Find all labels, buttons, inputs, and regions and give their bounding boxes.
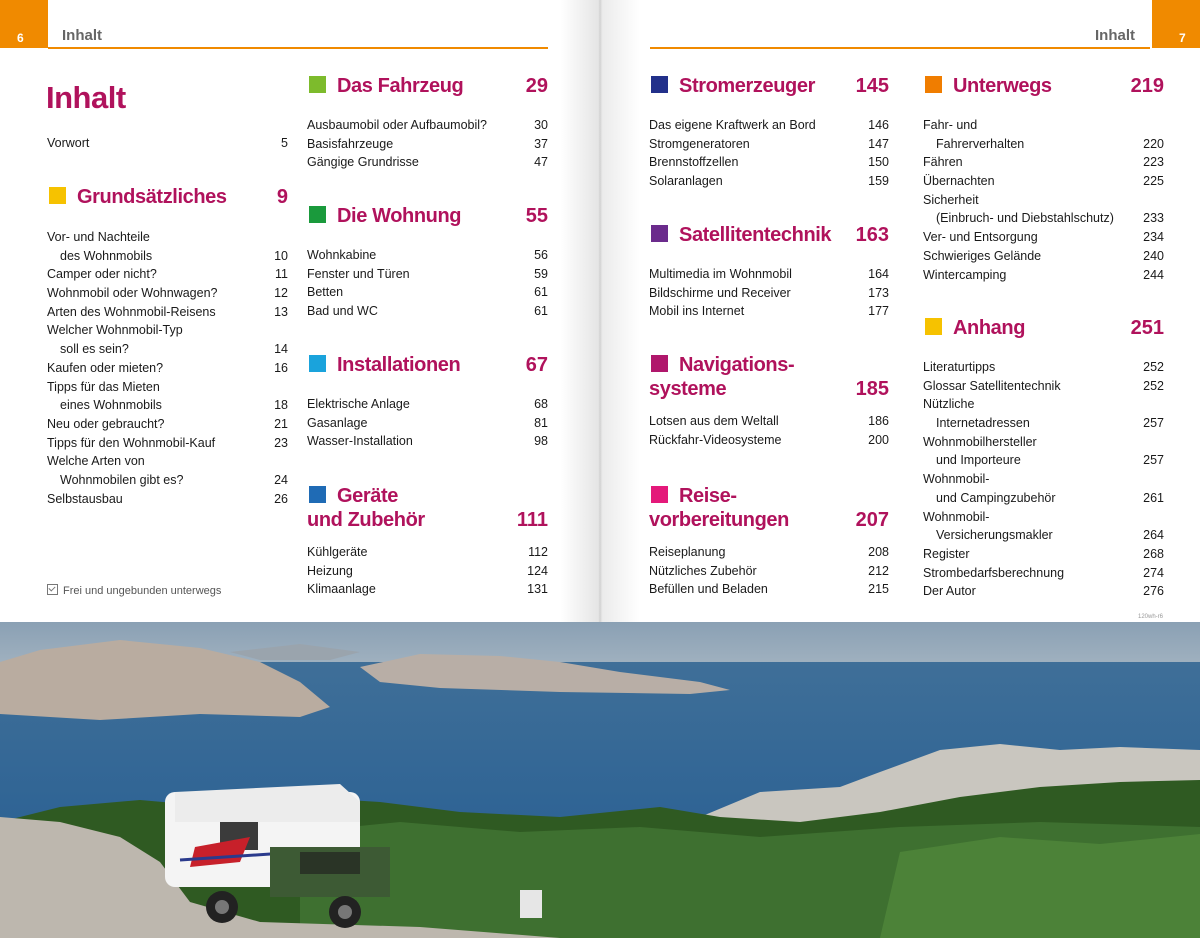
toc-entry-page: 37 bbox=[534, 136, 548, 151]
toc-entry-page: 16 bbox=[274, 360, 288, 375]
toc-entries bbox=[923, 116, 1164, 284]
toc-entry-text: des Wohnmobils bbox=[60, 248, 153, 263]
toc-entry-text: Selbstausbau bbox=[47, 491, 123, 506]
toc-entry bbox=[307, 265, 548, 284]
toc-entries bbox=[47, 228, 288, 508]
toc-entry-text: Rückfahr-Videosysteme bbox=[649, 432, 782, 447]
toc-entry-text: Glossar Satellitentechnik bbox=[923, 378, 1061, 393]
section-title-line2: systeme bbox=[649, 378, 727, 400]
toc-entry-text: Reiseplanung bbox=[649, 545, 726, 559]
section-wohnung bbox=[307, 204, 548, 321]
section-vorwort bbox=[47, 134, 288, 153]
section-title-line1: Reise- bbox=[679, 485, 737, 507]
toc-entry-text: Betten bbox=[307, 285, 344, 300]
toc-entry bbox=[307, 432, 548, 451]
section-page-number: 145 bbox=[855, 75, 889, 97]
toc-entry bbox=[47, 471, 288, 490]
toc-entry-text: Tipps für das Mieten bbox=[47, 379, 160, 394]
toc-entry bbox=[307, 395, 548, 414]
toc-entry-text: Fahrerverhalten bbox=[936, 136, 1025, 151]
toc-entry-text: Befüllen und Beladen bbox=[649, 582, 768, 597]
section-title-line2: und Zubehör bbox=[307, 509, 425, 531]
toc-entry-page: 164 bbox=[868, 267, 889, 281]
section-page-number: 29 bbox=[525, 75, 548, 97]
toc-entry-page: 11 bbox=[275, 267, 288, 282]
green-square-marker bbox=[309, 76, 326, 93]
toc-entry-text: Register bbox=[923, 546, 970, 561]
toc-entry-text: Das eigene Kraftwerk an Bord bbox=[649, 118, 816, 132]
header-rule-right bbox=[650, 47, 1150, 49]
toc-entry bbox=[47, 396, 288, 415]
toc-entry-page: 208 bbox=[868, 545, 889, 559]
toc-entries bbox=[649, 543, 889, 599]
section-title: Installationen bbox=[337, 354, 461, 376]
toc-entry-text: eines Wohnmobils bbox=[60, 398, 162, 413]
toc-entry bbox=[649, 543, 889, 562]
toc-entry bbox=[923, 470, 1164, 489]
toc-entry bbox=[923, 582, 1164, 601]
toc-entries bbox=[649, 265, 889, 321]
toc-entry-text: Gasanlage bbox=[307, 415, 368, 430]
toc-entry bbox=[923, 358, 1164, 377]
toc-entry-page: 112 bbox=[528, 545, 548, 559]
toc-entry bbox=[307, 414, 548, 433]
toc-entry-text: Mobil ins Internet bbox=[649, 304, 745, 319]
section-title: Die Wohnung bbox=[337, 205, 462, 227]
section-title bbox=[649, 353, 795, 401]
toc-entry bbox=[923, 526, 1164, 545]
section-heading bbox=[923, 316, 1164, 346]
toc-entry bbox=[923, 414, 1164, 433]
toc-entry-text: Vorwort bbox=[47, 136, 90, 150]
toc-entry-text: Elektrische Anlage bbox=[307, 397, 410, 411]
toc-entries bbox=[923, 358, 1164, 601]
toc-entry-text: Bad und WC bbox=[307, 304, 378, 319]
toc-entry-page: 18 bbox=[274, 398, 288, 413]
section-navigation bbox=[649, 353, 889, 449]
toc-entries bbox=[307, 116, 548, 172]
photo-caption bbox=[47, 584, 221, 597]
toc-entry bbox=[307, 246, 548, 265]
page-number-right: 7 bbox=[1179, 31, 1186, 45]
toc-entry bbox=[923, 135, 1164, 154]
blue-square-marker bbox=[309, 486, 326, 503]
toc-entry bbox=[47, 378, 288, 397]
toc-entry bbox=[923, 116, 1164, 135]
toc-entry bbox=[649, 431, 889, 450]
toc-entry bbox=[47, 134, 288, 153]
section-title bbox=[307, 484, 425, 532]
landscape-photo-illustration bbox=[0, 622, 1200, 938]
checkbox-icon bbox=[47, 584, 58, 595]
toc-entry bbox=[47, 434, 288, 453]
section-page-number: 163 bbox=[855, 224, 889, 246]
pink-square-marker bbox=[651, 486, 668, 503]
toc-entry-text: Wintercamping bbox=[923, 267, 1007, 282]
section-fahrzeug bbox=[307, 74, 548, 172]
toc-entry-page: 47 bbox=[534, 155, 548, 170]
section-page-number: 207 bbox=[855, 509, 889, 531]
section-page-number: 9 bbox=[276, 186, 288, 208]
section-heading bbox=[307, 353, 548, 383]
toc-entry bbox=[47, 321, 288, 340]
toc-entry-page: 261 bbox=[1143, 490, 1164, 505]
toc-entry bbox=[923, 395, 1164, 414]
toc-entry-page: 26 bbox=[274, 491, 288, 506]
toc-entry-page: 233 bbox=[1143, 211, 1164, 226]
orange-square-marker bbox=[925, 76, 942, 93]
toc-entry bbox=[923, 228, 1164, 247]
toc-entry-text: und Importeure bbox=[936, 453, 1021, 468]
toc-entry bbox=[47, 340, 288, 359]
toc-entry bbox=[923, 564, 1164, 583]
section-geraete bbox=[307, 484, 548, 599]
section-stromerzeuger bbox=[649, 74, 889, 191]
toc-entry-page: 147 bbox=[868, 136, 889, 151]
toc-entry-text: soll es sein? bbox=[60, 342, 129, 357]
toc-entry bbox=[47, 228, 288, 247]
toc-entry-text: Nützliche bbox=[923, 397, 975, 412]
toc-entry bbox=[649, 135, 889, 154]
toc-entry-page: 61 bbox=[534, 285, 548, 300]
toc-entry bbox=[47, 284, 288, 303]
toc-entry-page: 177 bbox=[868, 304, 889, 319]
toc-entry-text: Stromgeneratoren bbox=[649, 136, 750, 151]
toc-entry-page: 24 bbox=[274, 472, 288, 487]
section-title bbox=[649, 484, 789, 532]
toc-entries bbox=[307, 395, 548, 451]
toc-entry-page: 131 bbox=[527, 582, 548, 597]
toc-entry-page: 257 bbox=[1143, 416, 1164, 431]
toc-entry-page: 150 bbox=[868, 155, 889, 170]
toc-entry-page: 5 bbox=[281, 136, 288, 150]
running-head-right: Inhalt bbox=[1095, 27, 1135, 44]
section-heading bbox=[649, 74, 889, 104]
toc-entry bbox=[47, 490, 288, 509]
toc-entry-page: 21 bbox=[274, 416, 288, 431]
cyan-square-marker bbox=[309, 355, 326, 372]
toc-entry bbox=[307, 302, 548, 321]
toc-entry-text: Bildschirme und Receiver bbox=[649, 285, 791, 300]
toc-entry-page: 159 bbox=[868, 174, 889, 189]
landscape-photo bbox=[0, 622, 1200, 938]
toc-entry-page: 200 bbox=[868, 432, 889, 447]
toc-entry bbox=[649, 302, 889, 321]
toc-entry-text: Wohnmobil oder Wohnwagen? bbox=[47, 286, 218, 301]
section-anhang bbox=[923, 316, 1164, 601]
toc-entry-text: Wohnmobilhersteller bbox=[923, 434, 1037, 449]
toc-entry-page: 61 bbox=[534, 304, 548, 319]
section-title: Anhang bbox=[953, 317, 1026, 339]
section-title-line1: Navigations- bbox=[679, 354, 795, 376]
toc-entry-page: 68 bbox=[534, 397, 548, 411]
toc-entry-page: 56 bbox=[534, 248, 548, 262]
toc-entry-page: 12 bbox=[274, 286, 288, 301]
section-heading bbox=[923, 74, 1164, 104]
toc-entry bbox=[307, 543, 548, 562]
toc-entry-page: 124 bbox=[527, 563, 548, 578]
section-title: Unterwegs bbox=[953, 75, 1052, 97]
toc-entry-page: 59 bbox=[534, 266, 548, 281]
toc-entry bbox=[923, 209, 1164, 228]
toc-entry bbox=[649, 265, 889, 284]
toc-entry-page: 225 bbox=[1143, 174, 1164, 189]
toc-entry-page: 215 bbox=[868, 582, 889, 597]
toc-entry-text: Heizung bbox=[307, 563, 353, 578]
section-title: Satellitentechnik bbox=[679, 224, 832, 246]
magenta-square-marker bbox=[651, 355, 668, 372]
section-unterwegs bbox=[923, 74, 1164, 284]
toc-entry-text: Gängige Grundrisse bbox=[307, 155, 419, 170]
toc-entry-page: 252 bbox=[1143, 360, 1164, 374]
section-title-line1: Geräte bbox=[337, 485, 398, 507]
toc-entry-text: und Campingzubehör bbox=[936, 490, 1056, 505]
section-heading bbox=[649, 353, 889, 405]
toc-entry-page: 13 bbox=[274, 304, 288, 319]
toc-entry-text: Wasser-Installation bbox=[307, 434, 413, 449]
toc-entries bbox=[649, 412, 889, 449]
toc-entry-text: Welche Arten von bbox=[47, 454, 145, 469]
toc-entry-text: Tipps für den Wohnmobil-Kauf bbox=[47, 435, 216, 450]
section-title: Das Fahrzeug bbox=[337, 75, 464, 97]
toc-entry-text: Kühlgeräte bbox=[307, 545, 368, 559]
toc-entry-page: 30 bbox=[534, 118, 548, 132]
section-page-number: 67 bbox=[525, 354, 548, 376]
toc-entry-page: 14 bbox=[274, 342, 288, 357]
toc-entry bbox=[923, 451, 1164, 470]
toc-entry bbox=[307, 135, 548, 154]
toc-entry bbox=[923, 153, 1164, 172]
toc-entry-text: Sicherheit bbox=[923, 192, 979, 207]
section-heading bbox=[649, 484, 889, 536]
photo-caption-text: Frei und ungebunden unterwegs bbox=[63, 585, 222, 597]
toc-entry-text: Nützliches Zubehör bbox=[649, 563, 757, 578]
toc-entry bbox=[649, 116, 889, 135]
toc-entry bbox=[47, 303, 288, 322]
toc-entry-page: 240 bbox=[1143, 248, 1164, 263]
toc-entry-page: 252 bbox=[1143, 378, 1164, 393]
toc-entry-text: Multimedia im Wohnmobil bbox=[649, 267, 792, 281]
section-page-number: 111 bbox=[516, 509, 548, 531]
toc-entry bbox=[307, 580, 548, 599]
toc-entry bbox=[923, 247, 1164, 266]
toc-entry-text: Fahr- und bbox=[923, 118, 978, 132]
section-reise bbox=[649, 484, 889, 599]
yellow-square-marker bbox=[925, 318, 942, 335]
toc-entry-page: 186 bbox=[868, 414, 889, 428]
toc-entry bbox=[47, 247, 288, 266]
header-rule-left bbox=[48, 47, 548, 49]
section-heading bbox=[649, 223, 889, 253]
left-page bbox=[0, 0, 600, 622]
book-gutter-shadow bbox=[560, 0, 640, 622]
toc-entry bbox=[47, 452, 288, 471]
section-title: Stromerzeuger bbox=[679, 75, 815, 97]
toc-entry-text: Fähren bbox=[923, 155, 963, 170]
toc-entries bbox=[307, 246, 548, 321]
section-page-number: 55 bbox=[525, 205, 548, 227]
toc-entry-text: Kaufen oder mieten? bbox=[47, 360, 164, 375]
page-number-tab-left bbox=[0, 0, 48, 48]
toc-main-title: Inhalt bbox=[46, 80, 126, 115]
page-number-left: 6 bbox=[17, 31, 24, 45]
toc-entry-page: 234 bbox=[1143, 230, 1164, 245]
toc-entry-text: Ver- und Entsorgung bbox=[923, 230, 1038, 245]
page-number-tab-right bbox=[1152, 0, 1200, 48]
section-grundsaetzliches bbox=[47, 185, 288, 508]
section-page-number: 219 bbox=[1130, 75, 1164, 97]
toc-entries bbox=[649, 116, 889, 191]
section-heading bbox=[307, 204, 548, 234]
toc-entry bbox=[923, 172, 1164, 191]
toc-entry bbox=[47, 265, 288, 284]
toc-entry-page: 223 bbox=[1143, 155, 1164, 170]
toc-entry-page: 244 bbox=[1143, 267, 1164, 282]
toc-entry bbox=[307, 116, 548, 135]
toc-entry-text: Schwieriges Gelände bbox=[923, 248, 1042, 263]
toc-entry-page: 276 bbox=[1143, 584, 1164, 599]
toc-entry-text: Vor- und Nachteile bbox=[47, 230, 150, 244]
toc-entry bbox=[923, 545, 1164, 564]
toc-entry-text: Der Autor bbox=[923, 584, 976, 599]
toc-entry-page: 146 bbox=[868, 118, 889, 132]
section-page-number: 185 bbox=[855, 378, 889, 400]
toc-entry-page: 268 bbox=[1143, 546, 1164, 561]
toc-entry-text: Übernachten bbox=[923, 174, 995, 189]
toc-entry bbox=[649, 412, 889, 431]
section-satellitentechnik bbox=[649, 223, 889, 321]
toc-entry-page: 220 bbox=[1143, 136, 1164, 151]
toc-entry-text: Klimaanlage bbox=[307, 582, 376, 597]
toc-entry-text: Ausbaumobil oder Aufbaumobil? bbox=[307, 118, 487, 132]
toc-entry-text: (Einbruch- und Diebstahlschutz) bbox=[936, 211, 1114, 226]
toc-entry-page: 10 bbox=[274, 248, 288, 263]
green-square-marker bbox=[309, 206, 326, 223]
section-heading bbox=[307, 484, 548, 536]
section-page-number: 251 bbox=[1130, 317, 1164, 339]
toc-entry-text: Strombedarfsberechnung bbox=[923, 565, 1065, 580]
toc-entry-page: 98 bbox=[534, 434, 548, 449]
toc-entry bbox=[307, 153, 548, 172]
photo-credit: 120wh-r6 bbox=[1138, 614, 1164, 620]
toc-entry bbox=[649, 562, 889, 581]
section-heading bbox=[47, 185, 288, 215]
section-heading bbox=[307, 74, 548, 104]
toc-entry-text: Brennstoffzellen bbox=[649, 155, 739, 170]
toc-entry-text: Versicherungsmakler bbox=[936, 528, 1053, 543]
toc-entry bbox=[923, 191, 1164, 210]
toc-entry bbox=[649, 284, 889, 303]
navy-square-marker bbox=[651, 76, 668, 93]
toc-entry-text: Solaranlagen bbox=[649, 174, 723, 189]
section-title-line2: vorbereitungen bbox=[649, 509, 789, 531]
toc-entries bbox=[307, 543, 548, 599]
toc-entry-page: 81 bbox=[534, 415, 548, 430]
toc-entry-page: 173 bbox=[868, 285, 889, 300]
toc-entry-text: Lotsen aus dem Weltall bbox=[649, 414, 779, 428]
right-page bbox=[600, 0, 1200, 622]
toc-entry-text: Neu oder gebraucht? bbox=[47, 416, 165, 431]
toc-entry bbox=[307, 562, 548, 581]
toc-entry bbox=[923, 508, 1164, 527]
toc-entry bbox=[47, 359, 288, 378]
toc-entry-text: Wohnkabine bbox=[307, 248, 377, 262]
toc-entry bbox=[649, 580, 889, 599]
toc-entry bbox=[923, 266, 1164, 285]
toc-entry bbox=[649, 172, 889, 191]
toc-entry bbox=[923, 489, 1164, 508]
toc-entry-page: 257 bbox=[1143, 453, 1164, 468]
toc-entry-text: Wohnmobil- bbox=[923, 472, 990, 487]
toc-entries bbox=[47, 134, 288, 153]
toc-entry-text: Basisfahrzeuge bbox=[307, 136, 394, 151]
yellow-square-marker bbox=[49, 187, 66, 204]
section-title: Grundsätzliches bbox=[77, 186, 227, 208]
toc-entry-page: 274 bbox=[1143, 565, 1164, 580]
toc-entry-text: Welcher Wohnmobil-Typ bbox=[47, 323, 183, 338]
toc-entry-text: Wohnmobil- bbox=[923, 509, 990, 524]
toc-entry bbox=[649, 153, 889, 172]
toc-entry-text: Internetadressen bbox=[936, 416, 1030, 431]
toc-entry bbox=[307, 283, 548, 302]
toc-entry-text: Camper oder nicht? bbox=[47, 267, 157, 282]
toc-entry bbox=[923, 433, 1164, 452]
toc-entry-text: Literaturtipps bbox=[923, 360, 996, 374]
toc-entry bbox=[923, 377, 1164, 396]
toc-entry bbox=[47, 415, 288, 434]
toc-entry-text: Wohnmobilen gibt es? bbox=[60, 472, 184, 487]
purple-square-marker bbox=[651, 225, 668, 242]
toc-entry-text: Arten des Wohnmobil-Reisens bbox=[47, 304, 216, 319]
section-installationen bbox=[307, 353, 548, 451]
toc-entry-page: 23 bbox=[274, 435, 288, 450]
toc-entry-page: 264 bbox=[1143, 528, 1164, 543]
toc-entry-page: 212 bbox=[868, 563, 889, 578]
toc-entry-text: Fenster und Türen bbox=[307, 266, 410, 281]
running-head-left: Inhalt bbox=[62, 27, 102, 44]
